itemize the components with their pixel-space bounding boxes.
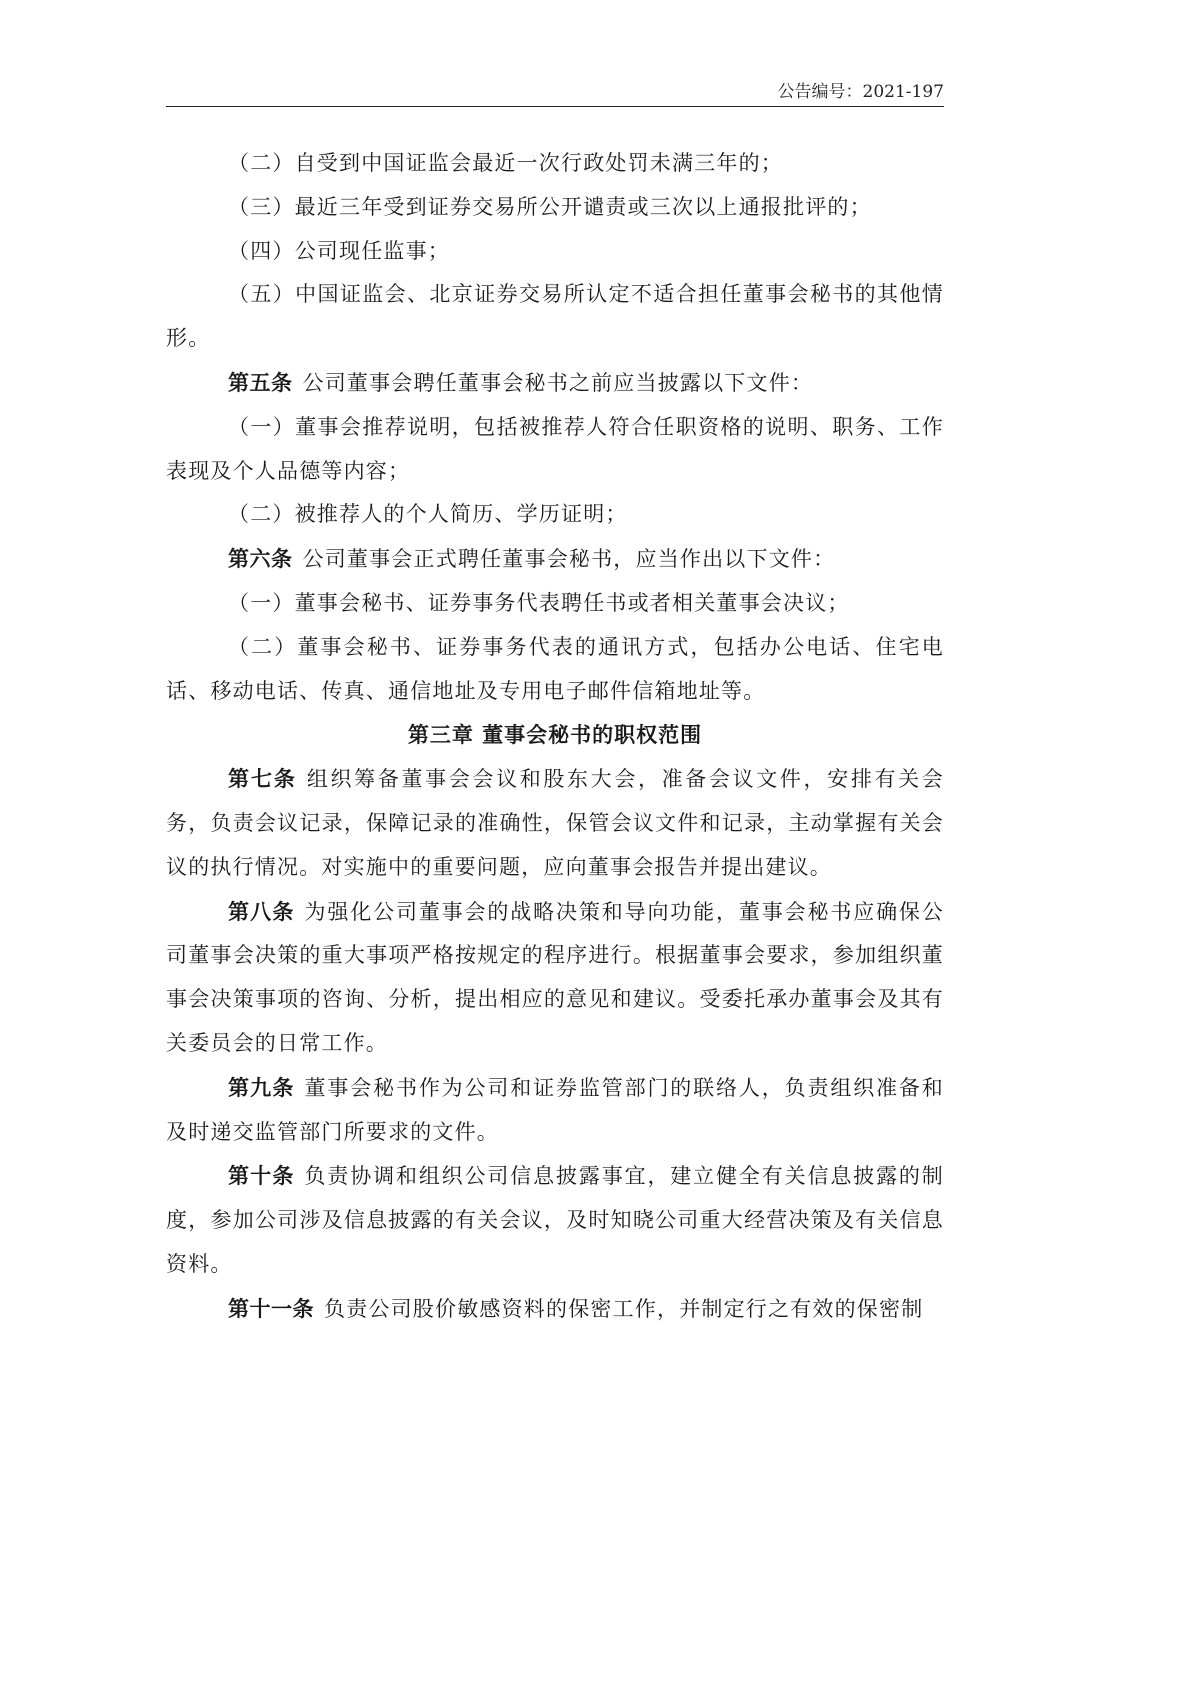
chapter-heading: 第三章 董事会秘书的职权范围: [407, 722, 703, 748]
header-divider: [166, 106, 944, 107]
clause-item: （四）公司现任监事；: [228, 238, 450, 263]
article-label: 第六条: [228, 546, 293, 572]
article-label: 第十一条: [228, 1295, 314, 1321]
article-9: [166, 1066, 944, 1155]
page-header: [166, 80, 944, 104]
document-body: [166, 142, 944, 1332]
clause-item: （一）董事会推荐说明，包括被推荐人符合任职资格的说明、职务、工作表现及个人品德等内容；: [166, 414, 944, 483]
article-label: 第十条: [228, 1163, 295, 1189]
article-text: 公司董事会聘任董事会秘书之前应当披露以下文件：: [302, 370, 814, 395]
notice-number: 公告编号：2021-197: [777, 82, 944, 102]
article-text: 组织筹备董事会会议和股东大会，准备会议文件，安排有关会务，负责会议记录，保障记录的准确性，保管会议文件和记录，主动掌握有关会议的执行情况。对实施中的重要问题，应向董事会报告并提出建议。: [166, 767, 944, 879]
clause-item: （五）中国证监会、北京证券交易所认定不适合担任董事会秘书的其他情形。: [166, 282, 944, 351]
article-text: 负责公司股价敏感资料的保密工作，并制定行之有效的保密制: [324, 1296, 924, 1321]
article-11: [166, 1287, 944, 1332]
article-label: 第八条: [228, 898, 295, 924]
article-text: 公司董事会正式聘任董事会秘书，应当作出以下文件：: [302, 547, 836, 572]
clause-item: （二）被推荐人的个人简历、学历证明；: [228, 502, 628, 527]
article-label: 第五条: [228, 369, 293, 395]
article-text: 负责协调和组织公司信息披露事宜，建立健全有关信息披露的制度，参加公司涉及信息披露的有关会议，及时知晓公司重大经营决策及有关信息资料。: [166, 1164, 944, 1276]
article-10: [166, 1154, 944, 1286]
article-5: [166, 361, 944, 406]
article-6: [166, 537, 944, 582]
clause-item: （二）董事会秘书、证券事务代表的通讯方式，包括办公电话、住宅电话、移动电话、传真、通信地址及专用电子邮件信箱地址等。: [166, 634, 944, 703]
clause-item: （二）自受到中国证监会最近一次行政处罚未满三年的；: [228, 151, 783, 175]
article-7: [166, 757, 944, 889]
article-label: 第七条: [228, 766, 297, 792]
article-text: 董事会秘书作为公司和证券监管部门的联络人，负责组织准备和及时递交监管部门所要求的文件。: [166, 1075, 944, 1144]
clause-item: （一）董事会秘书、证券事务代表聘任书或者相关董事会决议；: [228, 590, 850, 615]
article-label: 第九条: [228, 1074, 295, 1100]
clause-item: （三）最近三年受到证券交易所公开谴责或三次以上通报批评的；: [228, 194, 872, 219]
article-8: [166, 890, 944, 1066]
article-text: 为强化公司董事会的战略决策和导向功能，董事会秘书应确保公司董事会决策的重大事项严格按规定的程序进行。根据董事会要求，参加组织董事会决策事项的咨询、分析，提出相应的意见和建议。受委托承办董事会及其有关委员会的日常工作。: [166, 899, 944, 1055]
